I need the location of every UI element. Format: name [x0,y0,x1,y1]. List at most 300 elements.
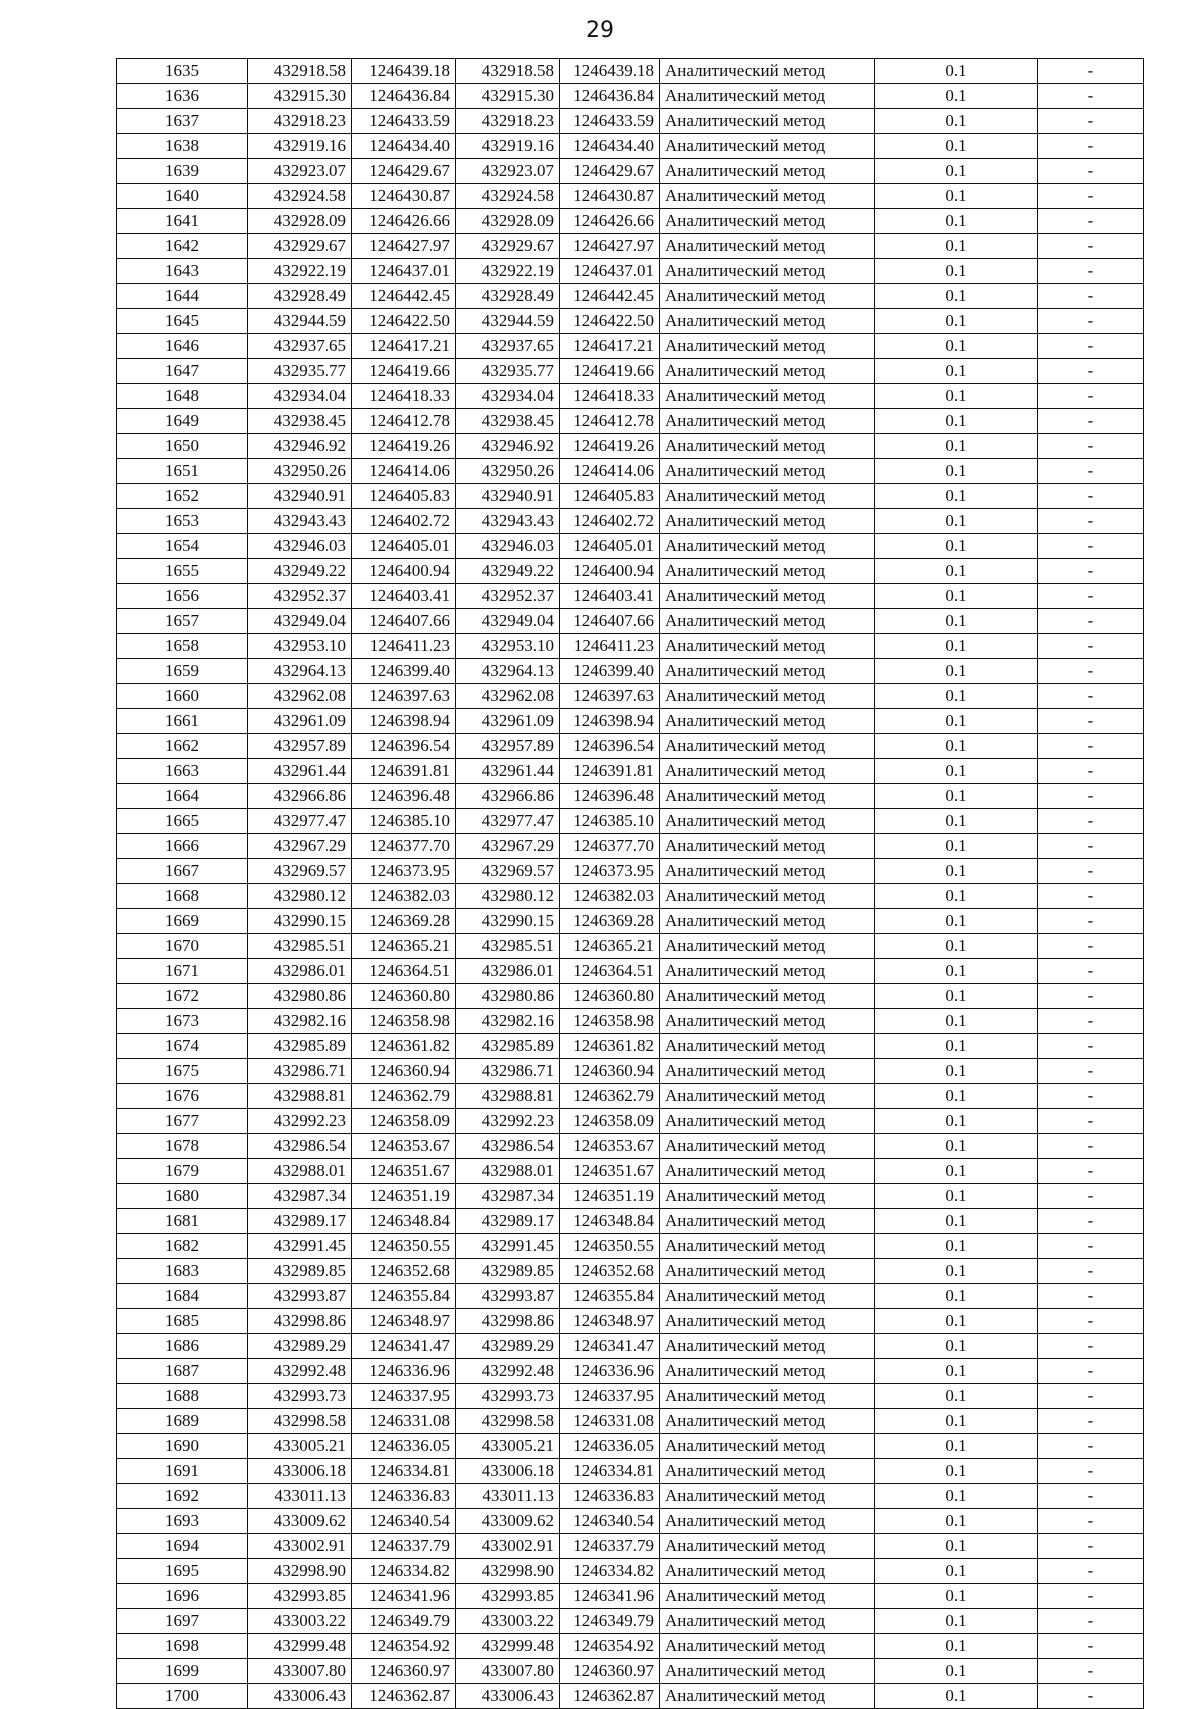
y-cell: 1246362.79 [560,1084,660,1109]
method-cell: Аналитический метод [660,984,875,1009]
note-cell: - [1038,1084,1144,1109]
accuracy-cell: 0.1 [875,809,1038,834]
x-cell: 432966.86 [248,784,352,809]
table-row [117,1359,1144,1384]
point-number-cell: 1686 [117,1334,248,1359]
point-number-cell: 1696 [117,1584,248,1609]
x-cell: 432986.54 [456,1134,560,1159]
point-number-cell: 1636 [117,84,248,109]
x-cell: 432949.22 [248,559,352,584]
y-cell: 1246434.40 [352,134,456,159]
accuracy-cell: 0.1 [875,1609,1038,1634]
x-cell: 432950.26 [456,459,560,484]
note-cell: - [1038,909,1144,934]
y-cell: 1246360.97 [560,1659,660,1684]
y-cell: 1246360.94 [352,1059,456,1084]
accuracy-cell: 0.1 [875,1059,1038,1084]
y-cell: 1246434.40 [560,134,660,159]
accuracy-cell: 0.1 [875,659,1038,684]
method-cell: Аналитический метод [660,184,875,209]
method-cell: Аналитический метод [660,1184,875,1209]
y-cell: 1246336.96 [352,1359,456,1384]
accuracy-cell: 0.1 [875,1359,1038,1384]
x-cell: 432962.08 [248,684,352,709]
method-cell: Аналитический метод [660,1584,875,1609]
y-cell: 1246382.03 [352,884,456,909]
note-cell: - [1038,534,1144,559]
table-row [117,1534,1144,1559]
method-cell: Аналитический метод [660,159,875,184]
note-cell: - [1038,359,1144,384]
note-cell: - [1038,1259,1144,1284]
y-cell: 1246358.98 [560,1009,660,1034]
method-cell: Аналитический метод [660,1284,875,1309]
method-cell: Аналитический метод [660,1009,875,1034]
method-cell: Аналитический метод [660,1084,875,1109]
point-number-cell: 1698 [117,1634,248,1659]
y-cell: 1246365.21 [560,934,660,959]
x-cell: 432988.81 [456,1084,560,1109]
method-cell: Аналитический метод [660,734,875,759]
table-row [117,409,1144,434]
x-cell: 432928.49 [456,284,560,309]
x-cell: 432928.49 [248,284,352,309]
y-cell: 1246341.47 [352,1334,456,1359]
point-number-cell: 1677 [117,1109,248,1134]
y-cell: 1246334.81 [352,1459,456,1484]
y-cell: 1246396.48 [560,784,660,809]
x-cell: 432953.10 [248,634,352,659]
table-row [117,309,1144,334]
x-cell: 432998.86 [456,1309,560,1334]
y-cell: 1246362.79 [352,1084,456,1109]
note-cell: - [1038,1509,1144,1534]
table-row [117,584,1144,609]
x-cell: 432944.59 [248,309,352,334]
note-cell: - [1038,1159,1144,1184]
y-cell: 1246419.66 [352,359,456,384]
x-cell: 432952.37 [456,584,560,609]
y-cell: 1246341.96 [352,1584,456,1609]
x-cell: 433007.80 [248,1659,352,1684]
method-cell: Аналитический метод [660,1134,875,1159]
y-cell: 1246429.67 [560,159,660,184]
y-cell: 1246337.79 [560,1534,660,1559]
x-cell: 432998.86 [248,1309,352,1334]
table-row [117,634,1144,659]
y-cell: 1246377.70 [352,834,456,859]
x-cell: 432980.12 [456,884,560,909]
x-cell: 433009.62 [456,1509,560,1534]
method-cell: Аналитический метод [660,384,875,409]
x-cell: 432952.37 [248,584,352,609]
x-cell: 432918.23 [248,109,352,134]
accuracy-cell: 0.1 [875,459,1038,484]
x-cell: 432946.03 [248,534,352,559]
x-cell: 433003.22 [248,1609,352,1634]
accuracy-cell: 0.1 [875,884,1038,909]
note-cell: - [1038,1384,1144,1409]
y-cell: 1246419.66 [560,359,660,384]
method-cell: Аналитический метод [660,1509,875,1534]
y-cell: 1246331.08 [560,1409,660,1434]
table-row [117,1659,1144,1684]
method-cell: Аналитический метод [660,609,875,634]
y-cell: 1246340.54 [560,1509,660,1534]
method-cell: Аналитический метод [660,1534,875,1559]
table-row [117,759,1144,784]
method-cell: Аналитический метод [660,1409,875,1434]
method-cell: Аналитический метод [660,534,875,559]
x-cell: 432992.48 [456,1359,560,1384]
point-number-cell: 1692 [117,1484,248,1509]
accuracy-cell: 0.1 [875,1034,1038,1059]
accuracy-cell: 0.1 [875,59,1038,84]
x-cell: 432964.13 [248,659,352,684]
x-cell: 433011.13 [456,1484,560,1509]
method-cell: Аналитический метод [660,1459,875,1484]
table-row [117,809,1144,834]
x-cell: 432934.04 [456,384,560,409]
method-cell: Аналитический метод [660,109,875,134]
x-cell: 432992.23 [456,1109,560,1134]
y-cell: 1246414.06 [352,459,456,484]
y-cell: 1246396.54 [560,734,660,759]
note-cell: - [1038,209,1144,234]
point-number-cell: 1682 [117,1234,248,1259]
table-row [117,1609,1144,1634]
accuracy-cell: 0.1 [875,934,1038,959]
y-cell: 1246358.98 [352,1009,456,1034]
point-number-cell: 1652 [117,484,248,509]
x-cell: 432918.58 [456,59,560,84]
point-number-cell: 1638 [117,134,248,159]
y-cell: 1246412.78 [352,409,456,434]
y-cell: 1246433.59 [560,109,660,134]
note-cell: - [1038,1409,1144,1434]
note-cell: - [1038,1659,1144,1684]
x-cell: 432993.87 [456,1284,560,1309]
point-number-cell: 1689 [117,1409,248,1434]
method-cell: Аналитический метод [660,434,875,459]
point-number-cell: 1646 [117,334,248,359]
method-cell: Аналитический метод [660,259,875,284]
table-row [117,84,1144,109]
table-row [117,734,1144,759]
table-row [117,1284,1144,1309]
table-row [117,1234,1144,1259]
accuracy-cell: 0.1 [875,434,1038,459]
y-cell: 1246430.87 [352,184,456,209]
note-cell: - [1038,109,1144,134]
table-row [117,1034,1144,1059]
x-cell: 433005.21 [248,1434,352,1459]
y-cell: 1246337.79 [352,1534,456,1559]
y-cell: 1246405.01 [352,534,456,559]
point-number-cell: 1683 [117,1259,248,1284]
y-cell: 1246349.79 [560,1609,660,1634]
accuracy-cell: 0.1 [875,1009,1038,1034]
y-cell: 1246382.03 [560,884,660,909]
x-cell: 433007.80 [456,1659,560,1684]
method-cell: Аналитический метод [660,809,875,834]
x-cell: 432989.29 [456,1334,560,1359]
note-cell: - [1038,1234,1144,1259]
point-number-cell: 1662 [117,734,248,759]
y-cell: 1246426.66 [352,209,456,234]
y-cell: 1246341.96 [560,1584,660,1609]
y-cell: 1246411.23 [352,634,456,659]
note-cell: - [1038,1634,1144,1659]
table-row [117,1259,1144,1284]
x-cell: 432950.26 [248,459,352,484]
method-cell: Аналитический метод [660,409,875,434]
table-row [117,334,1144,359]
x-cell: 432998.90 [248,1559,352,1584]
note-cell: - [1038,59,1144,84]
x-cell: 433006.43 [248,1684,352,1709]
y-cell: 1246407.66 [352,609,456,634]
point-number-cell: 1655 [117,559,248,584]
note-cell: - [1038,834,1144,859]
point-number-cell: 1699 [117,1659,248,1684]
y-cell: 1246439.18 [560,59,660,84]
x-cell: 432943.43 [248,509,352,534]
point-number-cell: 1640 [117,184,248,209]
method-cell: Аналитический метод [660,1209,875,1234]
x-cell: 432928.09 [248,209,352,234]
accuracy-cell: 0.1 [875,1484,1038,1509]
point-number-cell: 1684 [117,1284,248,1309]
table-row [117,109,1144,134]
method-cell: Аналитический метод [660,834,875,859]
y-cell: 1246369.28 [560,909,660,934]
method-cell: Аналитический метод [660,309,875,334]
y-cell: 1246360.94 [560,1059,660,1084]
method-cell: Аналитический метод [660,334,875,359]
accuracy-cell: 0.1 [875,134,1038,159]
y-cell: 1246385.10 [560,809,660,834]
y-cell: 1246426.66 [560,209,660,234]
note-cell: - [1038,734,1144,759]
x-cell: 432919.16 [248,134,352,159]
y-cell: 1246418.33 [352,384,456,409]
x-cell: 432985.89 [456,1034,560,1059]
table-row [117,1309,1144,1334]
x-cell: 432985.51 [248,934,352,959]
table-row [117,784,1144,809]
note-cell: - [1038,984,1144,1009]
y-cell: 1246373.95 [352,859,456,884]
y-cell: 1246369.28 [352,909,456,934]
table-row [117,284,1144,309]
accuracy-cell: 0.1 [875,1459,1038,1484]
y-cell: 1246439.18 [352,59,456,84]
note-cell: - [1038,1359,1144,1384]
x-cell: 432992.23 [248,1109,352,1134]
x-cell: 432924.58 [456,184,560,209]
y-cell: 1246351.67 [352,1159,456,1184]
point-number-cell: 1697 [117,1609,248,1634]
note-cell: - [1038,284,1144,309]
table-row [117,59,1144,84]
method-cell: Аналитический метод [660,1484,875,1509]
method-cell: Аналитический метод [660,1659,875,1684]
method-cell: Аналитический метод [660,684,875,709]
note-cell: - [1038,809,1144,834]
table-body [117,59,1144,1709]
accuracy-cell: 0.1 [875,759,1038,784]
y-cell: 1246336.83 [352,1484,456,1509]
accuracy-cell: 0.1 [875,1259,1038,1284]
accuracy-cell: 0.1 [875,559,1038,584]
note-cell: - [1038,334,1144,359]
accuracy-cell: 0.1 [875,1209,1038,1234]
y-cell: 1246361.82 [560,1034,660,1059]
x-cell: 432987.34 [456,1184,560,1209]
method-cell: Аналитический метод [660,484,875,509]
note-cell: - [1038,1609,1144,1634]
table-row [117,609,1144,634]
note-cell: - [1038,1184,1144,1209]
x-cell: 432982.16 [456,1009,560,1034]
x-cell: 432961.44 [456,759,560,784]
x-cell: 432993.85 [456,1584,560,1609]
accuracy-cell: 0.1 [875,334,1038,359]
y-cell: 1246351.67 [560,1159,660,1184]
point-number-cell: 1659 [117,659,248,684]
accuracy-cell: 0.1 [875,1659,1038,1684]
point-number-cell: 1645 [117,309,248,334]
note-cell: - [1038,1459,1144,1484]
y-cell: 1246358.09 [352,1109,456,1134]
point-number-cell: 1667 [117,859,248,884]
method-cell: Аналитический метод [660,1684,875,1709]
y-cell: 1246436.84 [352,84,456,109]
x-cell: 432935.77 [456,359,560,384]
accuracy-cell: 0.1 [875,159,1038,184]
x-cell: 432923.07 [456,159,560,184]
x-cell: 433006.18 [456,1459,560,1484]
accuracy-cell: 0.1 [875,534,1038,559]
x-cell: 432922.19 [456,259,560,284]
accuracy-cell: 0.1 [875,109,1038,134]
method-cell: Аналитический метод [660,234,875,259]
accuracy-cell: 0.1 [875,1534,1038,1559]
table-row [117,559,1144,584]
table-row [117,1134,1144,1159]
point-number-cell: 1688 [117,1384,248,1409]
table-row [117,1209,1144,1234]
point-number-cell: 1694 [117,1534,248,1559]
note-cell: - [1038,559,1144,584]
y-cell: 1246397.63 [352,684,456,709]
y-cell: 1246352.68 [560,1259,660,1284]
table-row [117,884,1144,909]
accuracy-cell: 0.1 [875,784,1038,809]
accuracy-cell: 0.1 [875,709,1038,734]
accuracy-cell: 0.1 [875,284,1038,309]
x-cell: 432964.13 [456,659,560,684]
point-number-cell: 1649 [117,409,248,434]
method-cell: Аналитический метод [660,1109,875,1134]
table-row [117,1159,1144,1184]
x-cell: 432969.57 [456,859,560,884]
y-cell: 1246351.19 [352,1184,456,1209]
y-cell: 1246422.50 [352,309,456,334]
accuracy-cell: 0.1 [875,84,1038,109]
accuracy-cell: 0.1 [875,409,1038,434]
y-cell: 1246419.26 [352,434,456,459]
x-cell: 432961.44 [248,759,352,784]
y-cell: 1246407.66 [560,609,660,634]
accuracy-cell: 0.1 [875,509,1038,534]
x-cell: 432937.65 [456,334,560,359]
note-cell: - [1038,1059,1144,1084]
x-cell: 432949.04 [248,609,352,634]
point-number-cell: 1639 [117,159,248,184]
x-cell: 432961.09 [248,709,352,734]
y-cell: 1246402.72 [352,509,456,534]
y-cell: 1246348.97 [560,1309,660,1334]
x-cell: 433003.22 [456,1609,560,1634]
point-number-cell: 1675 [117,1059,248,1084]
note-cell: - [1038,184,1144,209]
y-cell: 1246403.41 [560,584,660,609]
y-cell: 1246355.84 [352,1284,456,1309]
accuracy-cell: 0.1 [875,909,1038,934]
note-cell: - [1038,584,1144,609]
x-cell: 432949.04 [456,609,560,634]
accuracy-cell: 0.1 [875,609,1038,634]
method-cell: Аналитический метод [660,934,875,959]
accuracy-cell: 0.1 [875,259,1038,284]
y-cell: 1246398.94 [560,709,660,734]
x-cell: 432989.17 [248,1209,352,1234]
accuracy-cell: 0.1 [875,1684,1038,1709]
x-cell: 432961.09 [456,709,560,734]
table-row [117,684,1144,709]
y-cell: 1246331.08 [352,1409,456,1434]
y-cell: 1246336.96 [560,1359,660,1384]
accuracy-cell: 0.1 [875,1334,1038,1359]
accuracy-cell: 0.1 [875,1284,1038,1309]
table-row [117,984,1144,1009]
y-cell: 1246373.95 [560,859,660,884]
x-cell: 432940.91 [456,484,560,509]
x-cell: 432929.67 [456,234,560,259]
point-number-cell: 1663 [117,759,248,784]
x-cell: 432918.23 [456,109,560,134]
method-cell: Аналитический метод [660,659,875,684]
x-cell: 432980.12 [248,884,352,909]
y-cell: 1246414.06 [560,459,660,484]
method-cell: Аналитический метод [660,909,875,934]
y-cell: 1246391.81 [352,759,456,784]
note-cell: - [1038,1109,1144,1134]
note-cell: - [1038,459,1144,484]
x-cell: 432989.17 [456,1209,560,1234]
note-cell: - [1038,1134,1144,1159]
x-cell: 432938.45 [456,409,560,434]
y-cell: 1246442.45 [560,284,660,309]
accuracy-cell: 0.1 [875,734,1038,759]
y-cell: 1246418.33 [560,384,660,409]
y-cell: 1246427.97 [560,234,660,259]
note-cell: - [1038,884,1144,909]
x-cell: 432957.89 [456,734,560,759]
y-cell: 1246396.54 [352,734,456,759]
